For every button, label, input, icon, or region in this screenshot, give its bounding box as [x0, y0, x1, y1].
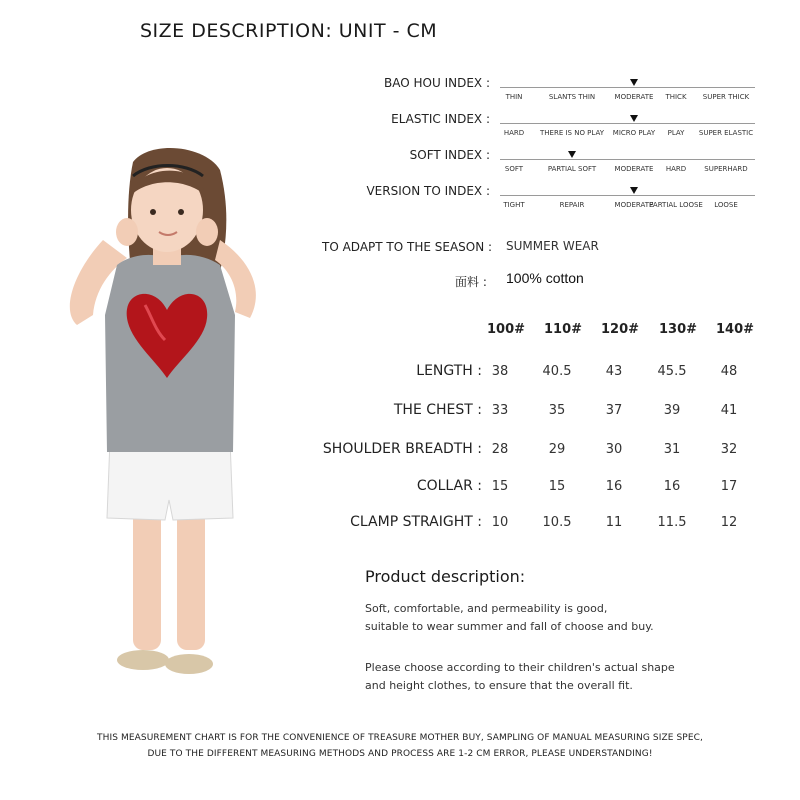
- measurement-label: LENGTH :: [416, 363, 482, 379]
- index-option: SLANTS THIN: [548, 93, 596, 101]
- measurement-value: 15: [491, 479, 509, 494]
- size-header: 100#: [486, 322, 526, 337]
- size-header: 130#: [658, 322, 698, 337]
- index-option: SUPERHARD: [704, 165, 748, 173]
- measurement-value: 35: [548, 403, 566, 418]
- season-label: TO ADAPT TO THE SEASON :: [322, 240, 493, 254]
- measurement-value: 16: [663, 479, 681, 494]
- index-option: SOFT: [504, 165, 524, 173]
- measurement-value: 15: [548, 479, 566, 494]
- index-option: MODERATE: [614, 93, 654, 101]
- size-header: 120#: [600, 322, 640, 337]
- index-scale: [500, 119, 755, 149]
- measurement-value: 43: [605, 364, 623, 379]
- index-option: MICRO PLAY: [612, 129, 656, 137]
- measurement-label: CLAMP STRAIGHT :: [350, 514, 482, 530]
- measurement-value: 41: [720, 403, 738, 418]
- measurement-value: 31: [663, 442, 681, 457]
- measurement-value: 10.5: [542, 515, 572, 530]
- footer-note: DUE TO THE DIFFERENT MEASURING METHODS AND PROCESS ARE 1-2 CM ERROR, PLEASE UNDERSTANDING!: [147, 749, 653, 759]
- scale-line: [500, 195, 755, 196]
- measurement-value: 37: [605, 403, 623, 418]
- fabric-value: 100% cotton: [506, 270, 584, 286]
- index-option: THICK: [665, 93, 687, 101]
- product-description-line: and height clothes, to ensure that the overall fit.: [365, 679, 633, 692]
- measurement-value: 48: [720, 364, 738, 379]
- measurement-label: THE CHEST :: [393, 402, 482, 418]
- selected-marker-icon: [630, 187, 638, 194]
- index-option: PARTIAL LOOSE: [649, 201, 703, 209]
- index-option: THIN: [505, 93, 523, 101]
- measurement-value: 29: [548, 442, 566, 457]
- measurement-value: 39: [663, 403, 681, 418]
- measurement-label: SHOULDER BREADTH :: [322, 441, 482, 457]
- scale-line: [500, 123, 755, 124]
- index-option: MODERATE: [614, 165, 654, 173]
- measurement-value: 32: [720, 442, 738, 457]
- fabric-label: 面料 :: [455, 275, 487, 289]
- measurement-value: 45.5: [657, 364, 687, 379]
- size-header: 140#: [715, 322, 755, 337]
- index-label: SOFT INDEX :: [409, 148, 490, 162]
- index-scale: [500, 191, 755, 221]
- index-option: TIGHT: [503, 201, 525, 209]
- page-title: SIZE DESCRIPTION: UNIT - CM: [140, 20, 438, 42]
- measurement-value: 38: [491, 364, 509, 379]
- scale-line: [500, 159, 755, 160]
- measurement-value: 10: [491, 515, 509, 530]
- measurement-value: 30: [605, 442, 623, 457]
- index-option: PLAY: [667, 129, 685, 137]
- index-option: THERE IS NO PLAY: [540, 129, 604, 137]
- measurement-value: 40.5: [542, 364, 572, 379]
- index-option: HARD: [503, 129, 525, 137]
- index-option: HARD: [665, 165, 687, 173]
- index-option: MODERATE: [614, 201, 654, 209]
- index-option: REPAIR: [559, 201, 585, 209]
- measurement-value: 16: [605, 479, 623, 494]
- product-description-line: Soft, comfortable, and permeability is good,: [365, 602, 608, 615]
- index-scale: [500, 155, 755, 185]
- measurement-value: 11: [605, 515, 623, 530]
- season-value: SUMMER WEAR: [506, 239, 599, 253]
- measurement-value: 12: [720, 515, 738, 530]
- index-label: BAO HOU INDEX :: [384, 76, 490, 90]
- measurement-value: 33: [491, 403, 509, 418]
- scale-line: [500, 87, 755, 88]
- selected-marker-icon: [630, 79, 638, 86]
- size-header: 110#: [543, 322, 583, 337]
- product-description-line: suitable to wear summer and fall of choose and buy.: [365, 620, 654, 633]
- measurement-value: 17: [720, 479, 738, 494]
- index-label: VERSION TO INDEX :: [366, 184, 490, 198]
- index-option: LOOSE: [714, 201, 738, 209]
- measurement-value: 11.5: [657, 515, 687, 530]
- index-option: SUPER ELASTIC: [698, 129, 754, 137]
- footer-note: THIS MEASUREMENT CHART IS FOR THE CONVENIENCE OF TREASURE MOTHER BUY, SAMPLING OF MANUAL MEASURING SIZE SPEC,: [97, 733, 703, 743]
- product-description-line: Please choose according to their children's actual shape: [365, 661, 675, 674]
- product-description-heading: Product description:: [365, 567, 526, 586]
- index-label: ELASTIC INDEX :: [391, 112, 490, 126]
- measurement-label: COLLAR :: [416, 478, 482, 494]
- product-photo: [55, 140, 285, 700]
- selected-marker-icon: [630, 115, 638, 122]
- measurement-value: 28: [491, 442, 509, 457]
- index-option: PARTIAL SOFT: [547, 165, 597, 173]
- index-scale: [500, 83, 755, 113]
- selected-marker-icon: [568, 151, 576, 158]
- index-option: SUPER THICK: [702, 93, 750, 101]
